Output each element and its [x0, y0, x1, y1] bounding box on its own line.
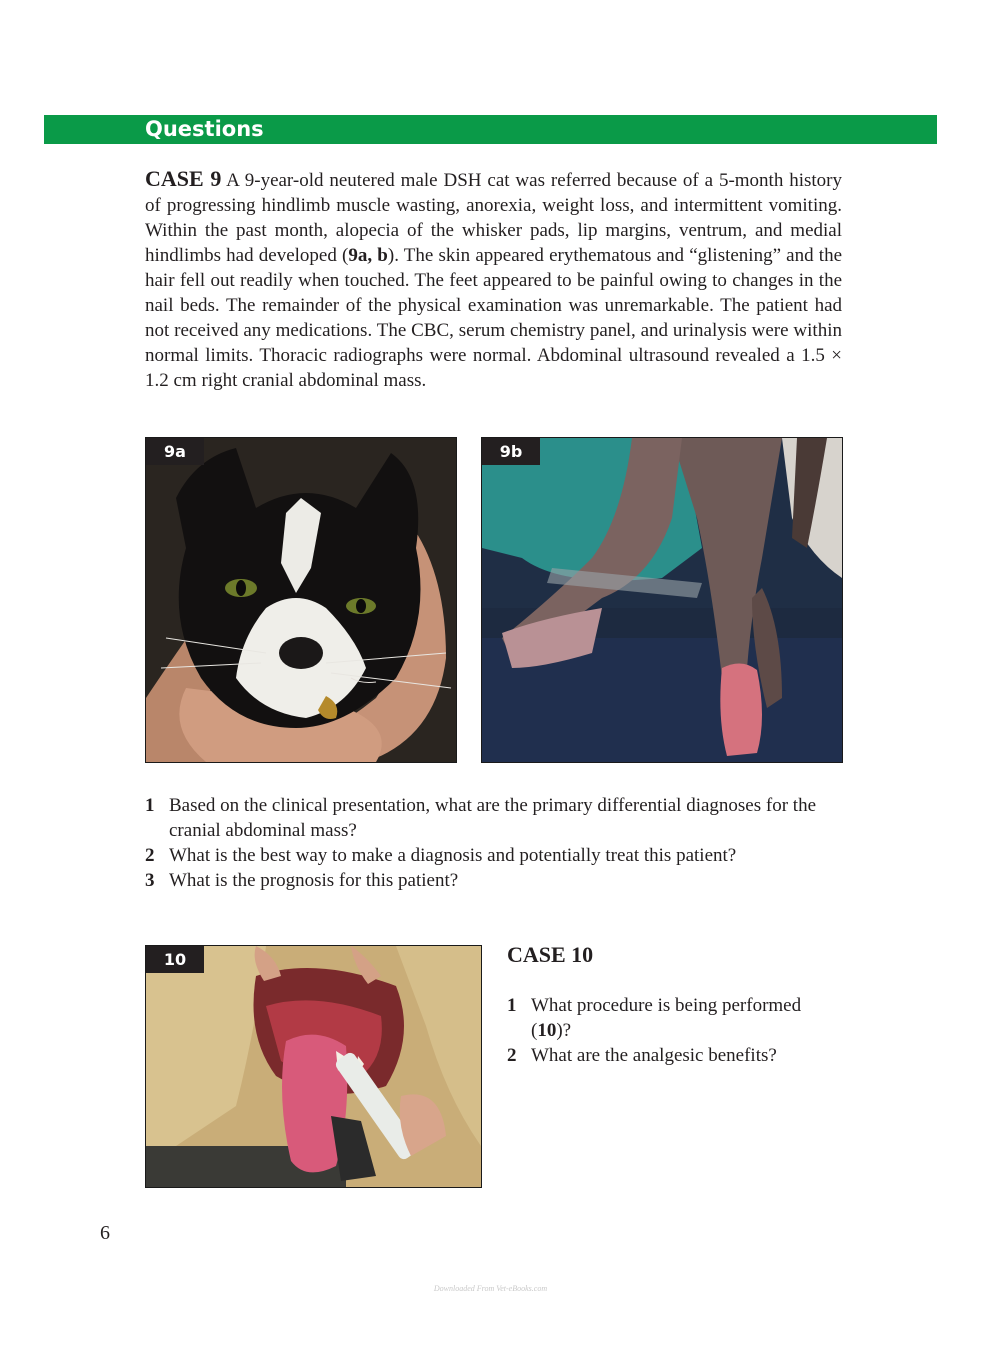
figure-10-image: [146, 946, 481, 1187]
question-text: What is the prognosis for this patient?: [169, 870, 459, 891]
figure-10: [145, 945, 482, 1188]
case-9-text-part-1: A 9-year-old neutered male DSH cat was referred because of a 5-month history of progressing hindlimb muscle wasting, anorexia, weight loss, and intermittent vomiting. Within the past month, alopecia of the whisker pads, lip margins, ventrum, and medial hindlimbs had developed (: [145, 170, 842, 266]
figure-reference: 10: [537, 1020, 557, 1041]
question-text-part-2: )?: [556, 1020, 572, 1041]
case-10-heading: CASE 10: [507, 942, 594, 967]
case-9-question: [145, 868, 842, 893]
case-9-paragraph: [145, 166, 842, 393]
figure-9a-label: 9a: [146, 438, 204, 465]
question-number: 2: [145, 845, 155, 866]
question-number: 2: [507, 1045, 517, 1066]
figure-9b-image: [482, 438, 842, 762]
question-text: Based on the clinical presentation, what are the primary differential diagnoses for the cranial abdominal mass?: [169, 795, 817, 841]
question-text: What are the analgesic benefits?: [531, 1045, 777, 1066]
page-number: 6: [100, 1222, 110, 1244]
figure-9a: [145, 437, 457, 763]
question-text-part-1: What procedure is being performed (: [531, 995, 802, 1041]
case-9-heading: CASE 9: [145, 166, 222, 191]
question-number: 1: [507, 995, 517, 1016]
case-9-question: [145, 843, 842, 868]
watermark: Downloaded From Vet-eBooks.com: [433, 1284, 548, 1293]
figure-10-label: 10: [146, 946, 204, 973]
case-9-text-part-2: ). The skin appeared erythematous and “glistening” and the hair fell out readily when touched. The feet appeared to be painful owing to changes in the nail beds. The remainder of the physical examination was unremarkable. The patient had not received any medications. The CBC, serum chemistry panel, and urinalysis were within normal limits. Thoracic radiographs were normal. Abdominal ultrasound revealed a 1.5 × 1.2 cm right cranial abdominal mass.: [145, 245, 842, 391]
case-9-questions: [145, 793, 842, 893]
figure-9b-label: 9b: [482, 438, 540, 465]
question-number: 1: [145, 795, 155, 816]
case-9-question: [145, 793, 842, 843]
case-10-question: [507, 993, 807, 1043]
case-9-figure-reference: 9a, b: [348, 245, 388, 266]
case-10-question: [507, 1043, 807, 1068]
figure-9a-image: [146, 438, 456, 762]
section-title: Questions: [145, 117, 264, 141]
figure-9b: [481, 437, 843, 763]
case-10-questions: [507, 993, 807, 1068]
section-header-bar: [44, 115, 937, 144]
question-number: 3: [145, 870, 155, 891]
question-text: What is the best way to make a diagnosis and potentially treat this patient?: [169, 845, 737, 866]
